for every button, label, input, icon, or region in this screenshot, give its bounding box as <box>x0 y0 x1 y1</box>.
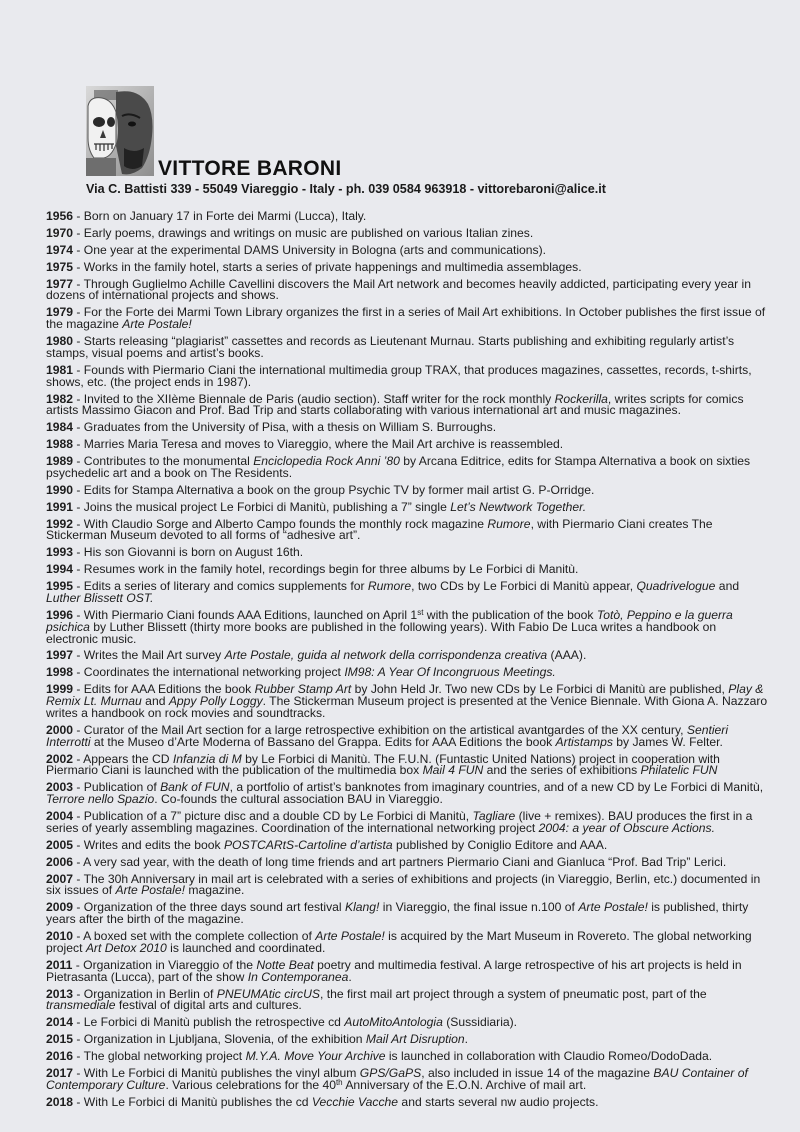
entry-title-italic: PNEUMAtic circUS <box>216 986 320 1001</box>
entry-year: 2018 <box>46 1094 74 1109</box>
timeline-entry <box>46 581 768 605</box>
entry-text: . Various celebrations for the 40 <box>165 1077 336 1092</box>
timeline-entry <box>46 564 768 576</box>
entry-title-italic: Quadrivelogue <box>636 579 716 593</box>
entry-title-italic: 2004: a year of Obscure Actions. <box>538 820 715 835</box>
contact-address: Via C. Battisti 339 - 55049 Viareggio - Italy - ph. 039 0584 963918 - vittorebaroni@alice.it <box>86 182 606 196</box>
entry-text: - Starts releasing “plagiarist” cassettes and records as Lieutenant Murnau. Starts publishing and exhibiting regularly artist’s stamps, visual poems and artist’s books. <box>46 334 735 360</box>
entry-text: - Graduates from the University of Pisa, with a thesis on William S. Burroughs. <box>73 420 497 435</box>
entry-year: 1993 <box>46 545 74 560</box>
timeline-entry <box>46 782 768 806</box>
entry-title-italic: Play & Remix Lt. Murnau <box>46 682 764 708</box>
entry-year: 2003 <box>46 780 74 795</box>
entry-text: - Marries Maria Teresa and moves to Viareggio, where the Mail Art archive is reassembled. <box>73 437 564 452</box>
timeline-entry <box>46 607 768 646</box>
entry-text: , two CDs by Le Forbici di Manitù appear, <box>411 579 637 593</box>
entry-year: 2017 <box>46 1065 74 1080</box>
entry-text: - The global networking project <box>73 1049 246 1063</box>
entry-title-italic: Rockerilla <box>554 391 608 406</box>
entry-title-italic: AutoMitoAntologia <box>344 1015 443 1030</box>
entry-text: - Contributes to the monumental <box>73 454 254 468</box>
entry-text: , also included in issue 14 of the magazine <box>421 1065 654 1080</box>
entry-title-italic: Tagliare <box>472 809 516 823</box>
timeline-entry <box>46 931 768 955</box>
entry-year: 1977 <box>46 276 74 291</box>
entry-text: - Invited to the XIIème Biennale de Paris (audio section). Staff writer for the rock monthly <box>73 391 555 406</box>
timeline-entry <box>46 242 768 257</box>
entry-year: 2000 <box>46 722 74 737</box>
entry-title-italic: Artistamps <box>555 734 613 749</box>
entry-text: by Le Forbici di Manitù. The F.U.N. (Funtastic United Nations) project in cooperation with Piermario Ciani is launched with the publication of the multimedia box <box>46 751 720 778</box>
timeline-entry <box>46 211 768 223</box>
entry-title-italic: transmediale <box>46 998 116 1013</box>
entry-year: 1998 <box>46 665 74 680</box>
entry-title-italic: Vecchie Vacche <box>311 1094 399 1109</box>
entry-title-italic: Rumore <box>487 516 531 531</box>
entry-title-italic: Appy Polly Loggy <box>168 694 263 708</box>
timeline-entry <box>46 499 768 514</box>
entry-text: is acquired by the Mart Museum in Rovereto. The global networking project <box>46 929 752 955</box>
timeline-entry <box>46 482 768 497</box>
entry-title-italic: Sentieri Interrotti <box>46 722 729 749</box>
entry-text: festival of digital arts and cultures. <box>115 998 302 1013</box>
entry-year: 2016 <box>46 1049 74 1063</box>
biography-timeline <box>46 211 768 1114</box>
entry-year: 2015 <box>46 1032 74 1047</box>
entry-year: 2014 <box>46 1015 74 1030</box>
entry-text: magazine. <box>185 883 245 898</box>
timeline-entry <box>46 422 768 434</box>
entry-text: . Co-founds the cultural association BAU in Viareggio. <box>154 792 443 807</box>
timeline-entry <box>46 456 768 480</box>
entry-text: at the Museo d’Arte Moderna of Bassano del Grappa. Edits for AAA Editions the book <box>90 734 556 749</box>
timeline-entry <box>46 957 768 984</box>
entry-text: , writes scripts for comics artists Massimo Giacon and Prof. Bad Trip and starts collaborating with various international art and music magazines. <box>46 391 744 418</box>
entry-text: - Organization in Ljubljana, Slovenia, of the exhibition <box>73 1032 366 1047</box>
entry-text: (Sussidiaria). <box>442 1015 518 1030</box>
entry-title-italic: POSTCARtS-Cartoline d’artista <box>223 837 393 852</box>
entry-text: - A boxed set with the complete collection of <box>73 929 316 943</box>
entry-year: 1988 <box>46 437 74 452</box>
timeline-entry <box>46 1065 768 1092</box>
timeline-entry <box>46 1017 768 1029</box>
entry-text: - Early poems, drawings and writings on music are published on various Italian zines. <box>73 225 534 240</box>
entry-title-italic: Mail 4 FUN <box>422 763 484 778</box>
entry-title-italic: Klang! <box>344 900 380 915</box>
entry-title-italic: Arte Postale! <box>578 900 648 915</box>
timeline-entry <box>46 1094 768 1109</box>
entry-title-italic: Philatelic FUN <box>640 763 718 778</box>
portrait-skull-face-image <box>86 86 154 176</box>
timeline-entry <box>46 684 768 720</box>
entry-year: 1994 <box>46 562 74 577</box>
entry-title-italic: IM98: A Year Of Incongruous Meetings. <box>344 665 556 680</box>
entry-title-italic: Bank of FUN <box>160 780 230 795</box>
entry-year: 2007 <box>46 871 74 886</box>
entry-year: 2004 <box>46 809 74 823</box>
entry-text: by Arcana Editrice, edits for Stampa Alternativa a book on sixties psychedelic art and a book on The Residents. <box>46 454 751 480</box>
timeline-entry <box>46 362 768 389</box>
entry-title-italic: Totò, Peppino e la guerra psichica <box>46 607 733 634</box>
entry-text: - Through Guglielmo Achille Cavellini discovers the Mail Art network and becomes heavily addicted, participating every year in dozens of international projects and shows. <box>46 276 751 303</box>
entry-year: 1982 <box>46 391 74 406</box>
entry-text: , the first mail art project through a system of pneumatic post, part of the <box>319 986 707 1001</box>
entry-text: - One year at the experimental DAMS University in Bologna (arts and communications). <box>73 242 547 257</box>
entry-year: 2006 <box>46 854 74 869</box>
timeline-entry <box>46 837 768 852</box>
entry-text: - Writes and edits the book <box>73 837 224 852</box>
timeline-entry <box>46 667 768 679</box>
entry-year: 1980 <box>46 334 74 348</box>
entry-year: 1984 <box>46 420 74 435</box>
entry-title-italic: Mail Art Disruption <box>365 1032 465 1047</box>
entry-year: 1979 <box>46 305 74 320</box>
entry-year: 2005 <box>46 837 74 852</box>
entry-text: - Joins the musical project Le Forbici di Manitù, publishing a 7” single <box>73 499 451 514</box>
timeline-entry <box>46 722 768 749</box>
entry-text: is launched in collaboration with Claudio Romeo/DodoDada. <box>385 1049 713 1063</box>
entry-text: , a portfolio of artist’s banknotes from imaginary countries, and of a new CD by Le Forbici di Manitù, <box>229 780 764 795</box>
entry-text: - For the Forte dei Marmi Town Library organizes the first in a series of Mail Art exhibitions. In October publishes the first issue of the magazine <box>46 305 766 332</box>
entry-text: is published, thirty years after the birth of the magazine. <box>46 900 749 927</box>
entry-text: - Organization in Viareggio of the <box>72 957 257 972</box>
entry-text: is launched and coordinated. <box>166 940 326 955</box>
timeline-entry <box>46 259 768 274</box>
entry-text: in Viareggio, the final issue n.100 of <box>379 900 579 915</box>
entry-text: - Founds with Piermario Ciani the international multimedia group TRAX, that produces magazines, cassettes, records, t-shirts, shows, etc. (the project ends in 1987). <box>46 362 752 389</box>
entry-text: - Edits for Stampa Alternativa a book on the group Psychic TV by former mail artist G. P-Orridge. <box>73 482 595 497</box>
entry-text: - His son Giovanni is born on August 16th. <box>73 545 304 560</box>
entry-year: 2002 <box>46 751 74 766</box>
entry-year: 1974 <box>46 242 74 257</box>
entry-year: 2010 <box>46 929 74 943</box>
timeline-entry <box>46 391 768 418</box>
entry-text: - Publication of <box>73 780 161 795</box>
entry-year: 2013 <box>46 986 74 1001</box>
entry-text: (AAA). <box>547 648 587 663</box>
entry-title-italic: Art Detox 2010 <box>85 940 167 955</box>
entry-text: . <box>464 1032 469 1047</box>
entry-year: 1997 <box>46 648 74 663</box>
entry-text: Anniversary of the E.O.N. Archive of mail art. <box>342 1077 587 1092</box>
entry-text: and <box>715 579 740 593</box>
timeline-entry <box>46 871 768 898</box>
entry-title-italic: Let’s Newtwork Together. <box>450 499 587 514</box>
entry-text: . <box>348 969 352 984</box>
entry-text: - Curator of the Mail Art section for a large retrospective exhibition on the artistical avantgardes of the XX century, <box>73 722 687 737</box>
timeline-entry <box>46 902 768 926</box>
entry-text: - With Le Forbici di Manitù publishes the cd <box>73 1094 312 1109</box>
entry-text: - Born on January 17 in Forte dei Marmi (Lucca), Italy. <box>73 209 367 223</box>
entry-year: 1956 <box>46 209 74 223</box>
entry-year: 1981 <box>46 362 74 377</box>
timeline-entry <box>46 307 768 331</box>
entry-title-italic: Rumore <box>367 579 412 593</box>
entry-text: - Coordinates the international networking project <box>73 665 345 680</box>
entry-title-italic: M.Y.A. Move Your Archive <box>245 1049 386 1063</box>
entry-title-italic: GPS/GaPS <box>359 1065 422 1080</box>
entry-title-italic: BAU Container of Contemporary Culture <box>46 1065 748 1092</box>
entry-title-italic: Terrore nello Spazio <box>46 792 155 807</box>
entry-title-italic: Arte Postale, guida al network della corrispondenza creativa <box>224 648 548 663</box>
entry-text: and <box>141 694 169 708</box>
entry-text: - Works in the family hotel, starts a series of private happenings and multimedia assemblages. <box>73 259 582 274</box>
entry-text: and the series of exhibitions <box>483 763 641 778</box>
entry-text: by James W. Felter. <box>612 734 723 749</box>
timeline-entry <box>46 986 768 1013</box>
entry-text: by John Held Jr. Two new CDs by Le Forbici di Manitù are published, <box>351 682 729 697</box>
entry-text: , with Piermario Ciani creates The Stickerman Museum devoted to all forms of “adhesive art”. <box>46 516 713 543</box>
entry-text: - Organization in Berlin of <box>73 986 217 1001</box>
entry-text: - The 30h Anniversary in mail art is celebrated with a series of exhibitions and projects (in Viareggio, Berlin, etc.) documented in six issues of <box>46 871 761 898</box>
entry-text: . The Stickerman Museum project is presented at the Venice Biennale. With Giona A. Nazzaro writes a handbook on rock movies and soundtracks. <box>46 694 768 720</box>
timeline-entry <box>46 225 768 240</box>
entry-text: - A very sad year, with the death of long time friends and art partners Piermario Ciani and Gianluca “Prof. Bad Trip” Lerici. <box>73 854 727 869</box>
timeline-entry <box>46 1034 768 1046</box>
entry-text: - Appears the CD <box>73 751 173 766</box>
entry-text: - With Le Forbici di Manitù publishes the vinyl album <box>73 1065 360 1080</box>
timeline-entry <box>46 751 768 778</box>
timeline-entry <box>46 650 768 662</box>
entry-text: - Resumes work in the family hotel, recordings begin for three albums by Le Forbici di Manitù. <box>73 562 579 577</box>
entry-title-italic: Arte Postale! <box>315 929 385 943</box>
entry-title-italic: Enciclopedia Rock Anni ’80 <box>253 454 400 468</box>
entry-text: - Publication of a 7” picture disc and a double CD by Le Forbici di Manitù, <box>73 809 473 823</box>
timeline-entry <box>46 854 768 869</box>
entry-year: 1991 <box>46 499 74 514</box>
entry-title-italic: Luther Blissett OST. <box>46 590 154 605</box>
entry-year: 2009 <box>46 900 74 915</box>
entry-title-italic: In Contemporanea <box>247 969 349 984</box>
timeline-entry <box>46 516 768 543</box>
entry-title-italic: Infanzia di M <box>172 751 242 766</box>
entry-title-italic: Notte Beat <box>256 957 314 972</box>
entry-text: - With Piermario Ciani founds AAA Editions, launched on April 1 <box>73 607 418 622</box>
entry-text: - Le Forbici di Manitù publish the retrospective cd <box>73 1015 345 1030</box>
entry-year: 1970 <box>46 225 74 240</box>
author-name: VITTORE BARONI <box>158 157 342 180</box>
timeline-entry <box>46 547 768 559</box>
entry-title-italic: Rubber Stamp Art <box>254 682 352 697</box>
timeline-entry <box>46 439 768 451</box>
entry-text: - Edits a series of literary and comics supplements for <box>73 579 368 593</box>
entry-text: (live + remixes). BAU produces the first in a series of yearly assembling magazines. Coordination of the international networking project <box>46 809 753 835</box>
entry-text: - With Claudio Sorge and Alberto Campo founds the monthly rock magazine <box>73 516 488 531</box>
entry-year: 1990 <box>46 482 74 497</box>
entry-title-italic: Arte Postale! <box>115 883 186 898</box>
entry-year: 1992 <box>46 516 74 531</box>
entry-year: 1989 <box>46 454 74 468</box>
timeline-entry <box>46 1051 768 1063</box>
entry-title-italic: Arte Postale! <box>122 317 192 332</box>
entry-year: 1999 <box>46 682 74 697</box>
entry-text: - Organization of the three days sound art festival <box>73 900 345 915</box>
entry-text: by Luther Blissett (thirty more books are published in the following years). With Fabio De Luca writes a handbook on electronic music. <box>46 619 717 646</box>
timeline-entry <box>46 276 768 303</box>
entry-text: with the publication of the book <box>423 607 597 622</box>
entry-text: published by Coniglio Editore and AAA. <box>392 837 608 852</box>
entry-superscript: th <box>335 1077 343 1087</box>
entry-year: 1995 <box>46 579 74 593</box>
entry-text: - Edits for AAA Editions the book <box>73 682 255 697</box>
entry-text: poetry and multimedia festival. A large retrospective of his art projects is held in Pietrasanta (Lucca), part of the show <box>46 957 742 984</box>
entry-superscript: st <box>417 607 424 617</box>
entry-year: 1996 <box>46 607 74 622</box>
entry-text: - Writes the Mail Art survey <box>73 648 225 663</box>
entry-text: and starts several nw audio projects. <box>398 1094 599 1109</box>
timeline-entry <box>46 811 768 835</box>
entry-year: 1975 <box>46 259 74 274</box>
entry-year: 2011 <box>46 957 73 972</box>
timeline-entry <box>46 336 768 360</box>
